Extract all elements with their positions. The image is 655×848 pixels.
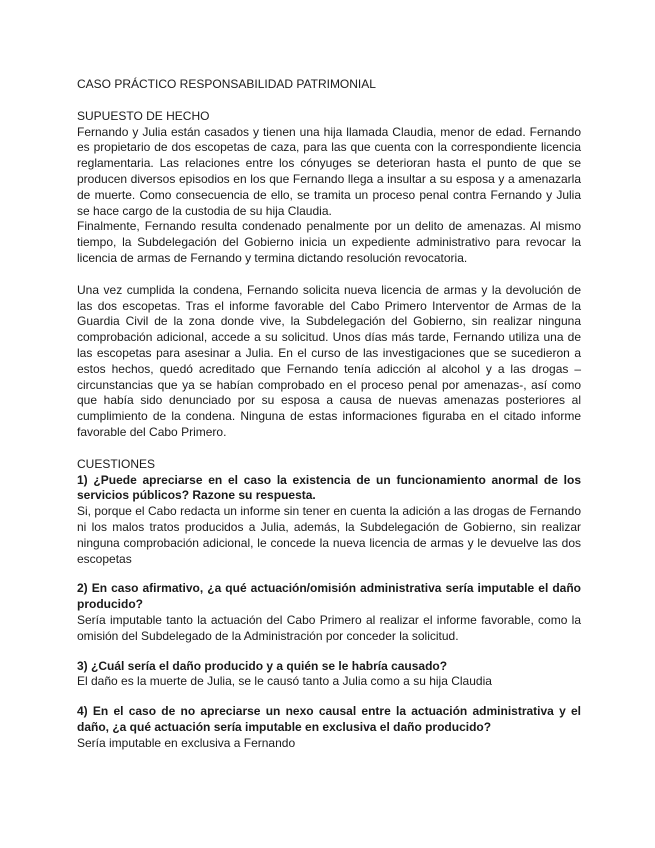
question-3: 3) ¿Cuál sería el daño producido y a quién se le habría causado? [77,658,448,673]
answer-2: Sería imputable tanto la actuación del Cabo Primero al realizar el informe favorable, como la omisión del Subdelegado de la Administración por conceder la solicitud. [77,612,581,643]
answer-1: Si, porque el Cabo redacta un informe sin tener en cuenta la adición a las drogas de Fernando ni los malos tratos producidos a Julia, además, la Subdelegación de Gobierno, sin realizar ninguna comprobación adicional, le concede la nueva licencia de armas y le devuelve las dos escopetas [77,504,581,566]
question-block-4 [77,704,581,751]
facts-paragraph-3: Una vez cumplida la condena, Fernando solicita nueva licencia de armas y la devolución de las dos escopetas. Tras el informe favorable del Cabo Primero Interventor de Armas de la Guardia Civil de la zona donde vive, la Subdelegación del Gobierno, sin realizar ninguna comprobación adicional, accede a su solicitud. Unos días más tarde, Fernando utiliza una de las escopetas para asesinar a Julia. En el curso de las investigaciones que se sucedieron a estos hechos, quedó acreditado que Fernando tenía adicción al alcohol y a las drogas –circunstancias que ya se habían comprobado en el proceso penal por amenazas-, así como que había sido denunciado por su esposa a causa de nuevas amenazas posteriores al cumplimiento de la condena. Ninguna de estas informaciones figuraba en el citado informe favorable del Cabo Primero. [77,282,581,439]
document-title: CASO PRÁCTICO RESPONSABILIDAD PATRIMONIAL [77,77,376,91]
facts-heading: SUPUESTO DE HECHO [77,108,210,123]
question-1: 1) ¿Puede apreciarse en el caso la existencia de un funcionamiento anormal de los servicios públicos? Razone su respuesta. [77,472,581,503]
facts-paragraph-2: Finalmente, Fernando resulta condenado penalmente por un delito de amenazas. Al mismo tiempo, la Subdelegación del Gobierno inicia un expediente administrativo para revocar la licencia de armas de Fernando y termina dictando resolución revocatoria. [77,219,581,265]
answer-4: Sería imputable en exclusiva a Fernando [77,735,296,750]
question-block-1 [77,473,581,568]
facts-paragraph-1: Fernando y Julia están casados y tienen una hija llamada Claudia, menor de edad. Fernando es propietario de dos escopetas de caza, para las que cuenta con la correspondiente licencia reglamentaria. Las relaciones entre los cónyuges se deterioran hasta el punto de que se producen diversos episodios en los que Fernando llega a insultar a su esposa y a amenazarla de muerte. Como consecuencia de ello, se tramita un proceso penal contra Fernando y Julia se hace cargo de la custodia de su hija Claudia. [77,124,581,218]
question-2: 2) En caso afirmativo, ¿a qué actuación/omisión administrativa sería imputable el daño producido? [77,581,581,612]
answer-3: El daño es la muerte de Julia, se le causó tanto a Julia como a su hija Claudia [77,674,492,689]
question-4: 4) En el caso de no apreciarse un nexo causal entre la actuación administrativa y el daño, ¿a qué actuación sería imputable en exclusiva el daño producido? [77,704,581,734]
question-block-3 [77,659,581,691]
question-block-2 [77,581,581,644]
questions-heading: CUESTIONES [77,456,156,471]
paragraph-spacer [77,267,581,283]
